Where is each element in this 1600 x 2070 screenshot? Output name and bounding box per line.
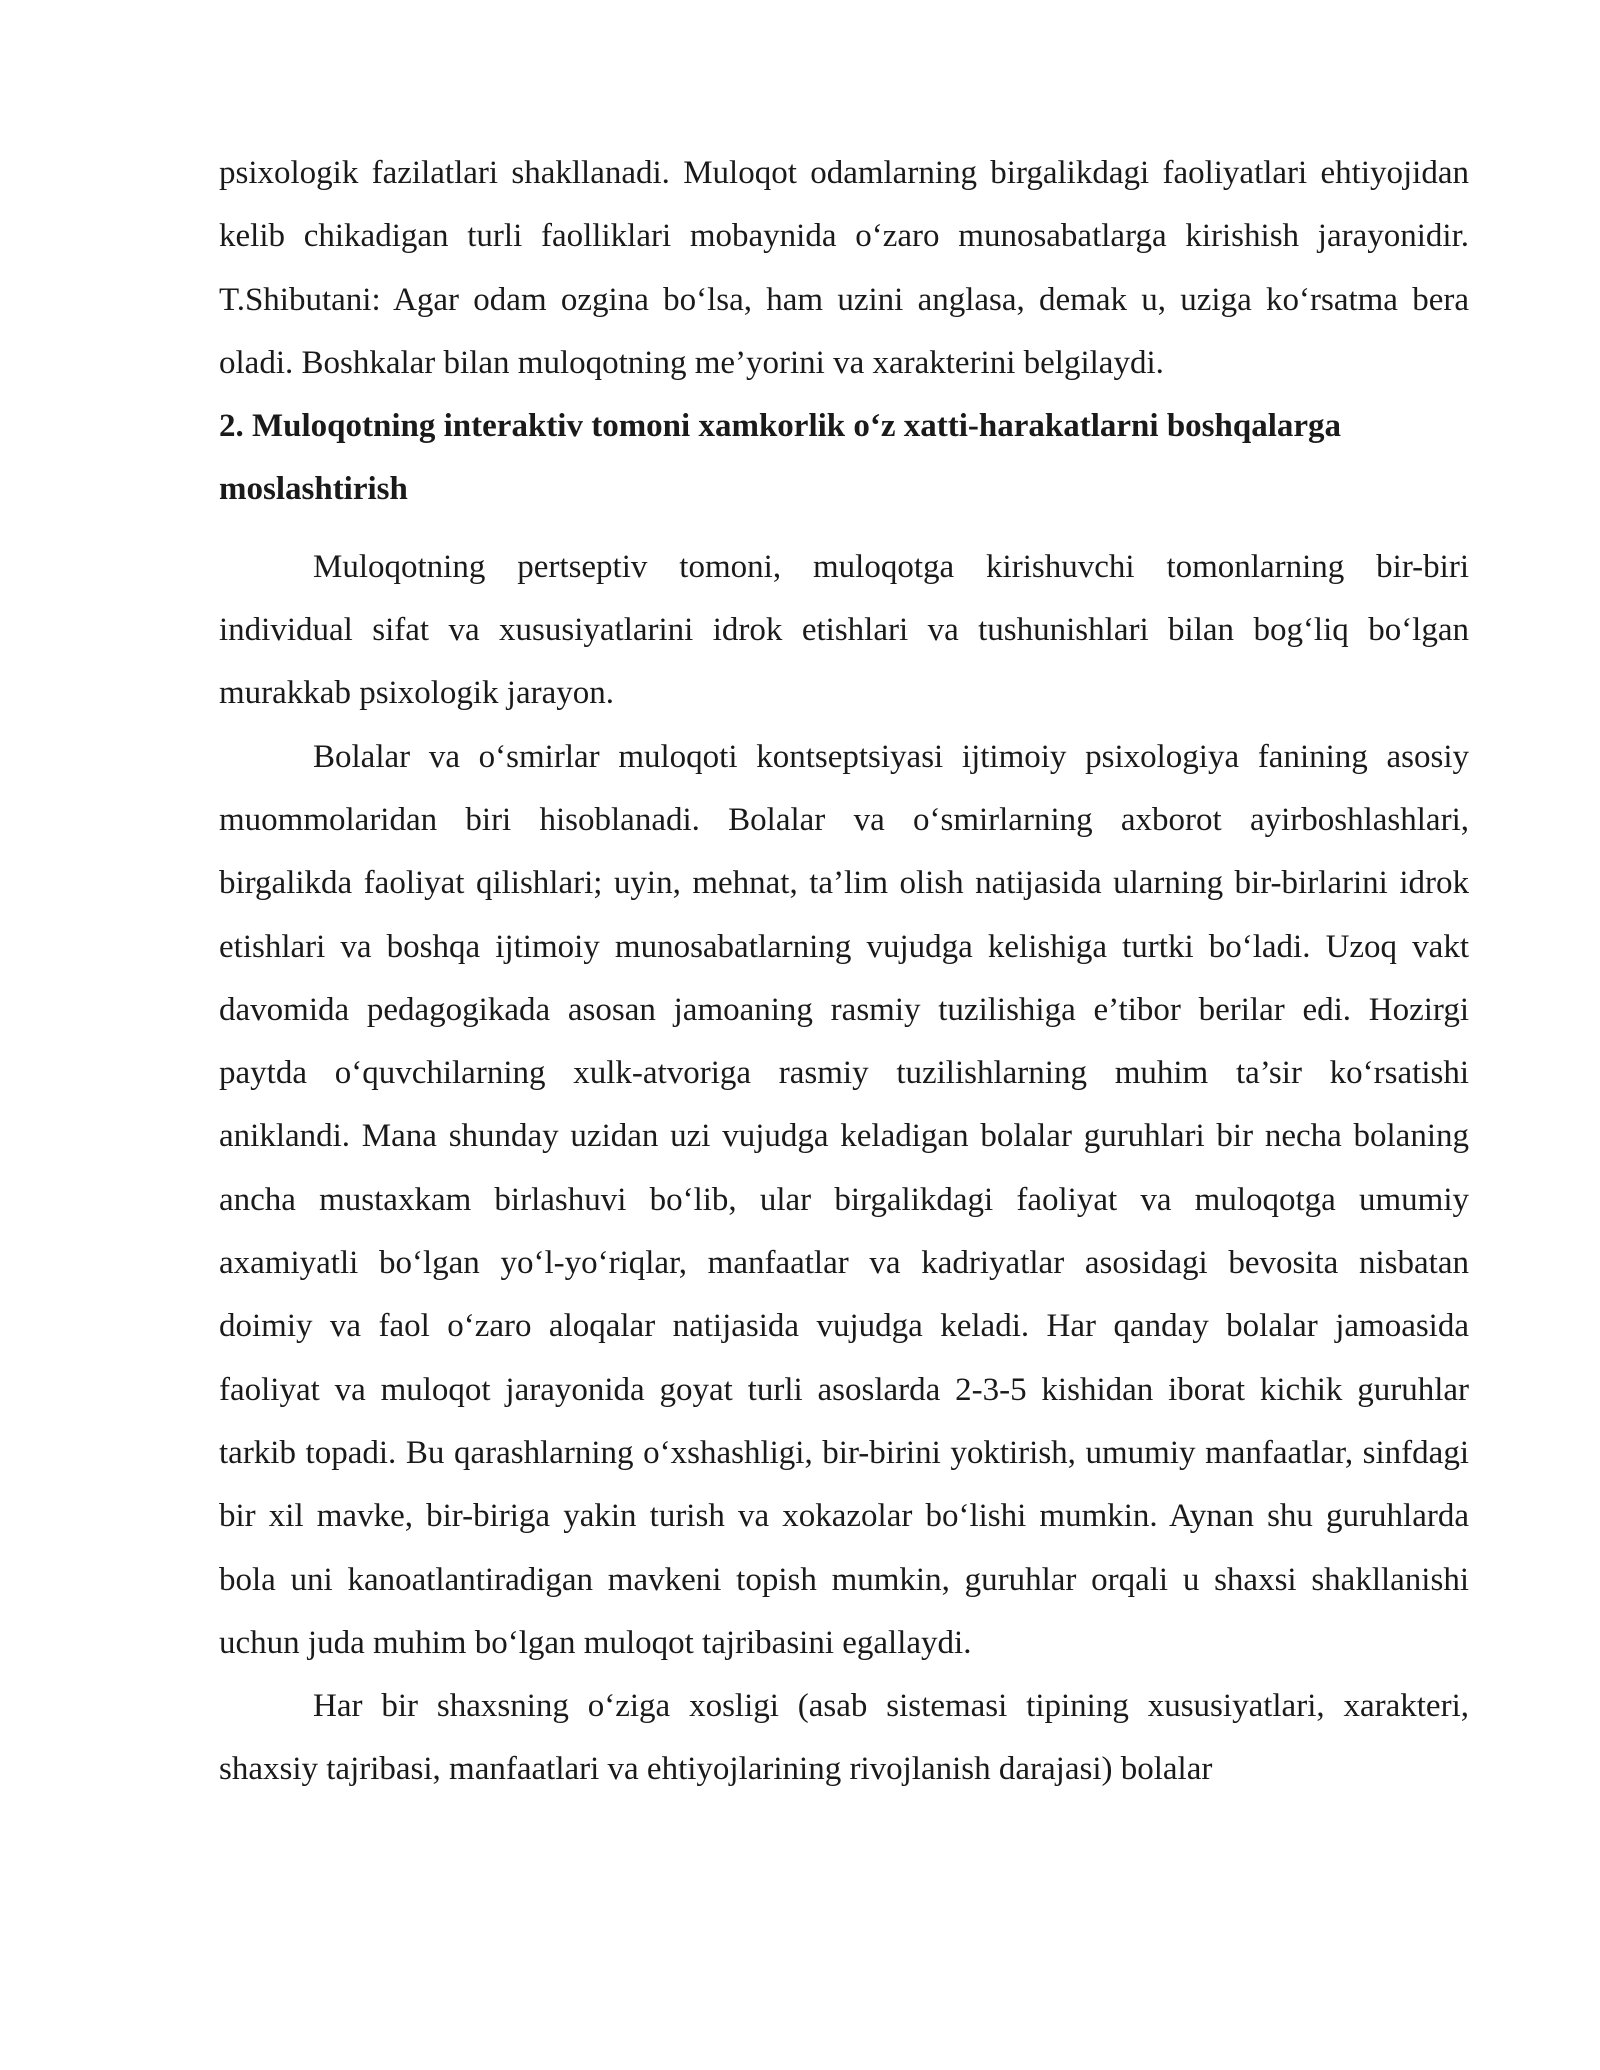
section-heading: 2. Muloqotning interaktiv tomoni xamkorlik o‘z xatti-harakatlarni boshqalarga moslashtirish [219,408,1342,508]
paragraph-perceptive: Muloqotning pertseptiv tomoni, muloqotga kirishuvchi tomonlarning bir-biri individual sifat va xususiyatlarini idrok etishlari va tushunishlari bilan bog‘liq bo‘lgan murakkab psixologik jarayon. [219,548,1469,712]
paragraph-children-communication: Bolalar va o‘smirlar muloqoti kontseptsiyasi ijtimoiy psixologiya fanining asosiy muommolaridan biri hisoblanadi. Bolalar va o‘smirlarning axborot ayirboshlashlari, birgalikda faoliyat qilishlari; uyin, mehnat, ta’lim olish natijasida ularning bir-birlarini idrok etishlari va boshqa ijtimoiy munosabatlarning vujudga kelishiga turtki bo‘ladi. Uzoq vakt davomida pedagogikada asosan jamoaning rasmiy tuzilishiga e’tibor berilar edi. Hozirgi paytda o‘quvchilarning xulk-atvoriga rasmiy tuzilishlarning muhim ta’sir ko‘rsatishi aniklandi. Mana shunday uzidan uzi vujudga keladigan bolalar guruhlari bir necha bolaning ancha mustaxkam birlashuvi bo‘lib, ular birgalikdagi faoliyat va muloqotga umumiy axamiyatli bo‘lgan yo‘l-yo‘riqlar, manfaatlar va kadriyatlar asosidagi bevosita nisbatan doimiy va faol o‘zaro aloqalar natijasida vujudga keladi. Har qanday bolalar jamoasida faoliyat va muloqot jarayonida goyat turli asoslarda 2-3-5 kishidan iborat kichik guruhlar tarkib topadi. Bu qarashlarning o‘xshashligi, bir-birini yoktirish, umumiy manfaatlar, sinfdagi bir xil mavke, bir-biriga yakin turish va xokazolar bo‘lishi mumkin. Aynan shu guruhlarda bola uni kanoatlantiradigan mavkeni topish mumkin, guruhlar orqali u shaxsi shakllanishi uchun juda muhim bo‘lgan muloqot tajribasini egallaydi. [219,738,1469,1661]
paragraph-intro: psixologik fazilatlari shakllanadi. Muloqot odamlarning birgalikdagi faoliyatlari ehtiyojidan kelib chikadigan turli faolliklari mobaynida o‘zaro munosabatlarga kirishish jarayonidir. T.Shibutani: Agar odam ozgina bo‘lsa, ham uzini anglasa, demak u, uziga ko‘rsatma bera oladi. Boshkalar bilan muloqotning me’yorini va xarakterini belgilaydi. [219,155,1469,381]
paragraph-individuality: Har bir shaxsning o‘ziga xosligi (asab sistemasi tipining xususiyatlari, xarakteri, shaxsiy tajribasi, manfaatlari va ehtiyojlarining rivojlanish darajasi) bolalar [219,1688,1469,1788]
document-page [219,142,1469,1802]
